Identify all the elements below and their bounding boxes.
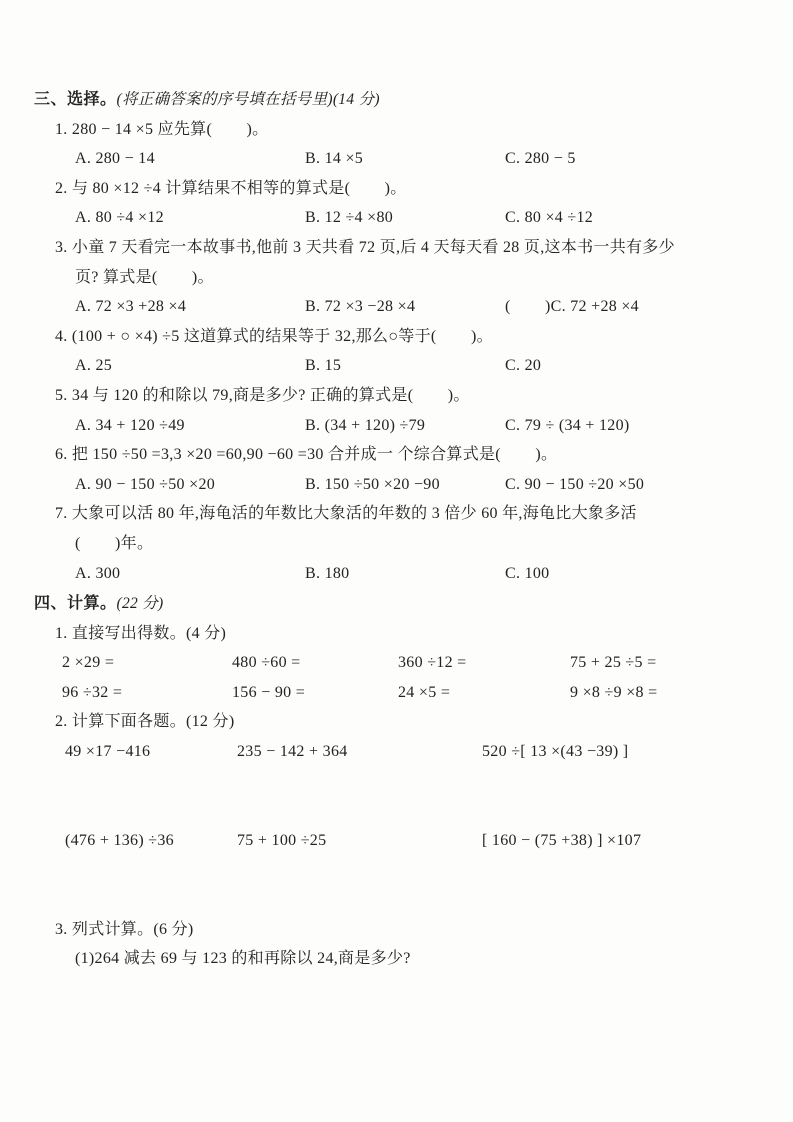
choice-q3-options <box>34 292 773 322</box>
calc-part1-title: 1. 直接写出得数。(4 分) <box>55 624 227 642</box>
calc-part3-item1: (1)264 减去 69 与 123 的和再除以 24,商是多少? <box>75 950 411 968</box>
choice-q4-option-a: A. 25 <box>75 357 113 375</box>
calc-part2-item3: 520 ÷[ 13 ×(43 −39) ] <box>482 743 629 761</box>
calc-part2-row2 <box>34 826 773 856</box>
calc-part3-title: 3. 列式计算。(6 分) <box>55 920 194 938</box>
choice-q1-stem: 1. 280 − 14 ×5 应先算( )。 <box>55 120 269 138</box>
choice-q2-option-c: C. 80 ×4 ÷12 <box>505 209 594 227</box>
choice-q2-option-b: B. 12 ÷4 ×80 <box>305 209 394 227</box>
calc-part1-item3: 360 ÷12 = <box>398 654 467 672</box>
calc-part2-item6: [ 160 − (75 +38) ] ×107 <box>482 831 642 849</box>
choice-q7-option-b: B. 180 <box>305 564 350 582</box>
choice-q2-options <box>34 203 773 233</box>
choice-q5-option-b: B. (34 + 120) ÷79 <box>305 416 426 434</box>
calc-part1-item4: 75 + 25 ÷5 = <box>570 654 657 672</box>
choice-q2-option-a: A. 80 ÷4 ×12 <box>75 209 164 227</box>
calc-part1-item5: 96 ÷32 = <box>62 683 123 701</box>
calc-part2-title: 2. 计算下面各题。(12 分) <box>55 713 235 731</box>
calc-part2-item4: (476 + 136) ÷36 <box>65 831 174 849</box>
calc-part2-item5: 75 + 100 ÷25 <box>237 831 327 849</box>
calc-part1-item8: 9 ×8 ÷9 ×8 = <box>570 683 658 701</box>
choice-q3-option-b: B. 72 ×3 −28 ×4 <box>305 298 416 316</box>
choice-q5-stem: 5. 34 与 120 的和除以 79,商是多少? 正确的算式是( )。 <box>55 386 470 404</box>
calc-part2-item1: 49 ×17 −416 <box>65 743 151 761</box>
choice-q7-options <box>34 559 773 589</box>
choice-q6-options <box>34 470 773 500</box>
choice-q1-option-b: B. 14 ×5 <box>305 150 364 168</box>
choice-q4-option-b: B. 15 <box>305 357 342 375</box>
calc-part1-item7: 24 ×5 = <box>398 683 451 701</box>
section-calc-note: (22 分) <box>116 595 164 613</box>
choice-q4-stem: 4. (100 + ○ ×4) ÷5 这道算式的结果等于 32,那么○等于( )。 <box>55 327 493 345</box>
section-choice-heading <box>34 84 773 115</box>
choice-q4-option-c: C. 20 <box>505 357 542 375</box>
choice-q6-option-a: A. 90 − 150 ÷50 ×20 <box>75 475 216 493</box>
choice-q1-option-c: C. 280 − 5 <box>505 150 576 168</box>
choice-q1-options <box>34 144 773 174</box>
choice-q5-options <box>34 411 773 441</box>
choice-q2-stem: 2. 与 80 ×12 ÷4 计算结果不相等的算式是( )。 <box>55 179 407 197</box>
section-calc-title: 四、计算。 <box>34 595 117 613</box>
choice-q3-option-c: ( )C. 72 +28 ×4 <box>505 298 639 316</box>
choice-q3-option-a: A. 72 ×3 +28 ×4 <box>75 298 187 316</box>
calc-part1-row2 <box>34 678 773 708</box>
calc-part1-row1 <box>34 648 773 678</box>
choice-q5-option-a: A. 34 + 120 ÷49 <box>75 416 185 434</box>
calc-part2-row1 <box>34 737 773 767</box>
work-space <box>34 767 773 826</box>
section-choice-title: 三、选择。 <box>34 91 117 108</box>
work-space <box>34 855 773 914</box>
choice-q7-stem-line2: ( )年。 <box>75 534 154 552</box>
calc-part1-item2: 480 ÷60 = <box>232 654 301 672</box>
choice-q6-stem: 6. 把 150 ÷50 =3,3 ×20 =60,90 −60 =30 合并成一 个综合算式是( )。 <box>55 446 558 464</box>
choice-q1-option-a: A. 280 − 14 <box>75 150 155 168</box>
section-calc-heading <box>34 588 773 619</box>
calc-part2-item2: 235 − 142 + 364 <box>237 743 348 761</box>
choice-q6-option-b: B. 150 ÷50 ×20 −90 <box>305 475 440 493</box>
choice-q7-option-a: A. 300 <box>75 564 121 582</box>
calc-part1-item1: 2 ×29 = <box>62 654 115 672</box>
choice-q6-option-c: C. 90 − 150 ÷20 ×50 <box>505 475 645 493</box>
choice-q3-stem-line1: 3. 小童 7 天看完一本故事书,他前 3 天共看 72 页,后 4 天每天看 28 页,这本书一共有多少 <box>55 238 675 256</box>
choice-q7-option-c: C. 100 <box>505 564 550 582</box>
choice-q4-options <box>34 351 773 381</box>
choice-q7-stem-line1: 7. 大象可以活 80 年,海龟活的年数比大象活的年数的 3 倍少 60 年,海龟比大象多活 <box>55 505 637 523</box>
choice-q5-option-c: C. 79 ÷ (34 + 120) <box>505 416 630 434</box>
calc-part1-item6: 156 − 90 = <box>232 683 306 701</box>
section-choice-note: (将正确答案的序号填在括号里)(14 分) <box>116 91 380 108</box>
choice-q3-stem-line2: 页? 算式是( )。 <box>75 268 214 286</box>
